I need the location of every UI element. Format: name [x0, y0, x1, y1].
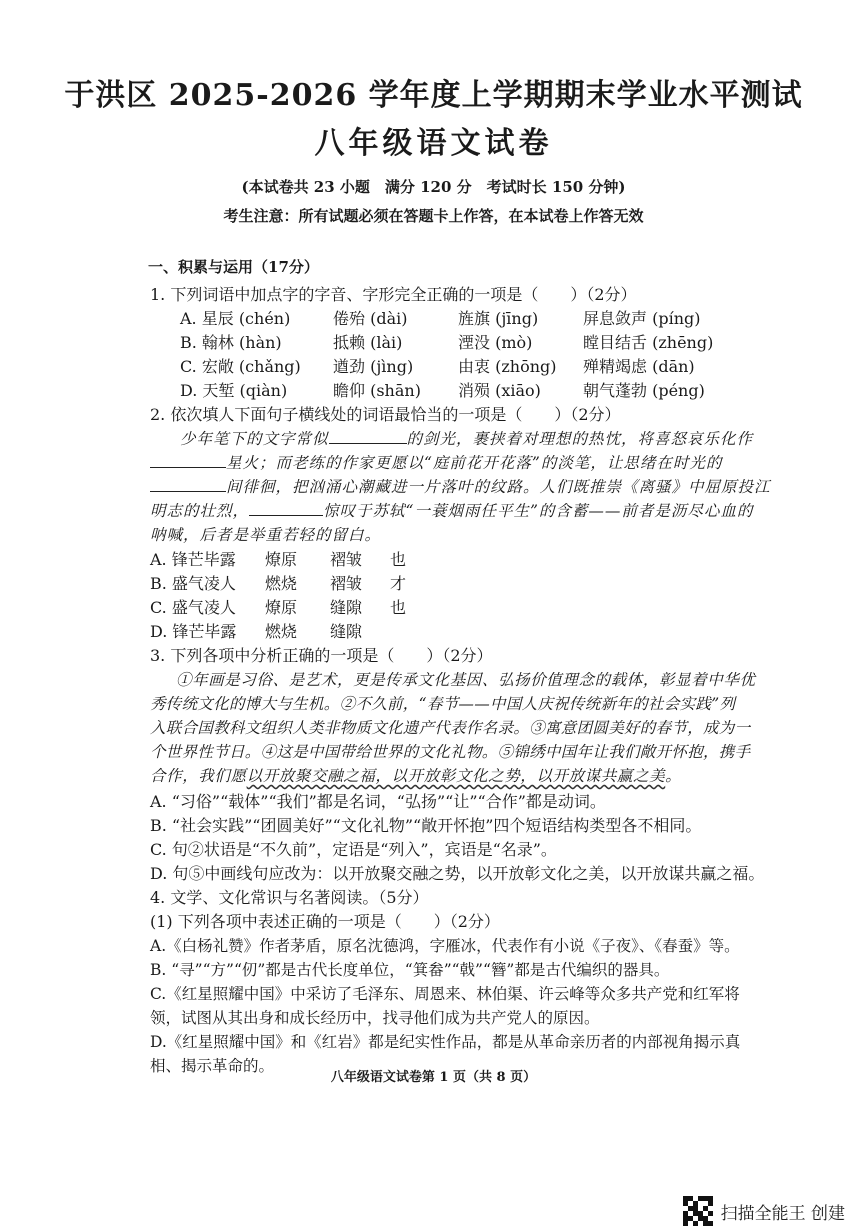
q1-option-c-2: 遒劲 (jìng) [333, 357, 414, 376]
section-heading: 一、积累与运用（17分） [148, 258, 319, 276]
blank-3 [150, 476, 226, 493]
q2-option-c-1: C. 盛气凌人 [150, 598, 236, 617]
q2-passage-3: 间徘徊，把汹涌心潮藏进一片落叶的纹路。人们既推崇《离骚》中屈原投江 [226, 478, 771, 496]
q3-option-c: C. 句②状语是“不久前”，定语是“列入”，宾语是“名录”。 [150, 840, 557, 859]
q1-option-c-4: 殚精竭虑 (dān) [583, 357, 695, 376]
q3-passage-2: 秀传统文化的博大与生机。②不久前，“春节——中国人庆祝传统新年的社会实践”列 [150, 695, 736, 713]
blank-2 [150, 452, 226, 469]
q1-option-c-1: C. 宏敞 (chǎng) [180, 357, 301, 376]
q2-option-b-1: B. 盛气凌人 [150, 574, 236, 593]
scanner-watermark-text: 扫描全能王 创建 [720, 1203, 845, 1224]
q3-underlined-sentence: 以开放聚交融之福，以开放彰文化之势，以开放谋共赢之美 [246, 767, 666, 785]
q4-option-c-line-2: 领，试图从其出身和成长经历中，找寻他们成为共产党人的原因。 [150, 1009, 600, 1027]
question-1-stem: 1. 下列词语中加点字的字音、字形完全正确的一项是（ ）（2分） [150, 285, 637, 304]
q1-option-d-1: D. 天堑 (qiàn) [180, 381, 288, 400]
q1-option-d-4: 朝气蓬勃 (péng) [583, 381, 705, 400]
q1-option-b-3: 湮没 (mò) [458, 333, 533, 352]
q2-passage-line-1 [180, 427, 753, 449]
q2-passage-4a: 明志的壮烈， [150, 502, 250, 520]
q1-option-a-1: A. 星辰 (chén) [180, 309, 291, 328]
blank-1 [329, 428, 407, 445]
exam-subtitle: 八年级语文试卷 [314, 126, 553, 161]
qr-code-icon [683, 1196, 713, 1226]
question-4-stem: 4. 文学、文化常识与名著阅读。（5分） [150, 888, 429, 907]
q1-option-b-2: 抵赖 (lài) [333, 333, 403, 352]
q2-passage-4b: 惊叹于苏轼“一蓑烟雨任平生”的含蓄——前者是沥尽心血的 [323, 502, 754, 520]
exam-info: (本试卷共 23 小题 满分 120 分 考试时长 150 分钟) [241, 178, 626, 196]
q4-option-b: B. “寻”“方”“仞”都是古代长度单位，“箕畚”“戟”“簪”都是古代编织的器具。 [150, 961, 670, 979]
q3-passage-5c: 。 [665, 767, 682, 785]
q1-option-b-4: 瞠目结舌 (zhēng) [583, 333, 714, 352]
question-2-stem: 2. 依次填人下面句子横线处的词语最恰当的一项是（ ）（2分） [150, 405, 621, 424]
q1-option-c-3: 由衷 (zhōng) [458, 357, 557, 376]
page-footer: 八年级语文试卷第 1 页（共 8 页） [330, 1070, 537, 1085]
q2-option-a-1: A. 锋芒毕露 [150, 550, 236, 569]
q2-passage-line-4 [150, 499, 753, 521]
q2-passage-1b: 的剑光，裹挟着对理想的热忱，将喜怒哀乐化作 [406, 430, 754, 448]
q3-option-b: B. “社会实践”“团圆美好”“文化礼物”“敞开怀抱”四个短语结构类型各不相同。 [150, 816, 702, 835]
q3-passage-line-5 [150, 764, 681, 786]
q2-option-d-1: D. 锋芒毕露 [150, 622, 237, 641]
q2-passage-line-2 [150, 451, 722, 473]
q4-option-c-line-1: C.《红星照耀中国》中采访了毛泽东、周恩来、林伯渠、许云峰等众多共产党和红军将 [150, 985, 740, 1003]
q2-option-c-3: 缝隙 [330, 598, 363, 617]
q2-option-a-3: 褶皱 [330, 550, 363, 569]
q2-passage-2: 星火；而老练的作家更愿以“庭前花开花落”的淡笔，让思绪在时光的 [226, 454, 723, 472]
question-4-1-stem: (1) 下列各项中表述正确的一项是（ ）（2分） [150, 912, 500, 931]
q2-option-d-3: 缝隙 [330, 622, 363, 641]
q1-option-a-3: 旌旗 (jīng) [458, 309, 539, 328]
q2-option-d-2: 燃烧 [265, 622, 298, 641]
exam-title: 于洪区 2025-2026 学年度上学期期末学业水平测试 [64, 78, 803, 113]
q2-option-c-2: 燎原 [265, 598, 298, 617]
q4-option-a: A.《白杨礼赞》作者茅盾，原名沈德鸿，字雁冰，代表作有小说《子夜》、《春蚕》等。 [150, 937, 740, 955]
q2-option-a-2: 燎原 [265, 550, 298, 569]
q3-option-d: D. 句⑤中画线句应改为：以开放聚交融之势，以开放彰文化之美，以开放谋共赢之福。 [150, 864, 765, 883]
q2-passage-line-3 [150, 475, 771, 497]
exam-notice: 考生注意：所有试题必须在答题卡上作答，在本试卷上作答无效 [223, 207, 644, 225]
q3-option-a: A. “习俗”“载体”“我们”都是名词，“弘扬”“让”“合作”都是动词。 [150, 792, 606, 811]
q2-option-b-4: 才 [390, 574, 407, 593]
q2-option-b-3: 褶皱 [330, 574, 363, 593]
q1-option-b-1: B. 翰林 (hàn) [180, 333, 282, 352]
q1-option-d-2: 瞻仰 (shān) [333, 381, 421, 400]
blank-4 [249, 500, 323, 517]
q4-option-d-line-2: 相、揭示革命的。 [150, 1057, 275, 1075]
q3-passage-1: ①年画是习俗、是艺术，更是传承文化基因、弘扬价值理念的载体，彰显着中华优 [176, 671, 756, 689]
q3-passage-4: 个世界性节日。④这是中国带给世界的文化礼物。⑤锦绣中国年让我们敞开怀抱，携手 [150, 743, 751, 761]
q2-option-a-4: 也 [390, 550, 407, 569]
q1-option-a-2: 倦殆 (dài) [333, 309, 408, 328]
scanner-watermark [683, 1196, 845, 1226]
q2-passage-1a: 少年笔下的文字常似 [180, 430, 329, 448]
q4-option-d-line-1: D.《红星照耀中国》和《红岩》都是纪实性作品，都是从革命亲历者的内部视角揭示真 [150, 1033, 741, 1051]
question-3-stem: 3. 下列各项中分析正确的一项是（ ）（2分） [150, 646, 493, 665]
q3-passage-5a: 合作，我们愿 [150, 767, 247, 785]
q2-option-b-2: 燃烧 [265, 574, 298, 593]
q2-passage-5: 呐喊，后者是举重若轻的留白。 [150, 526, 382, 544]
q1-option-d-3: 消殒 (xiāo) [458, 381, 541, 400]
q1-option-a-4: 屏息敛声 (píng) [583, 309, 701, 328]
q3-passage-3: 入联合国教科文组织人类非物质文化遗产代表作名录。③寓意团圆美好的春节，成为一 [150, 719, 751, 737]
q2-option-c-4: 也 [390, 598, 407, 617]
